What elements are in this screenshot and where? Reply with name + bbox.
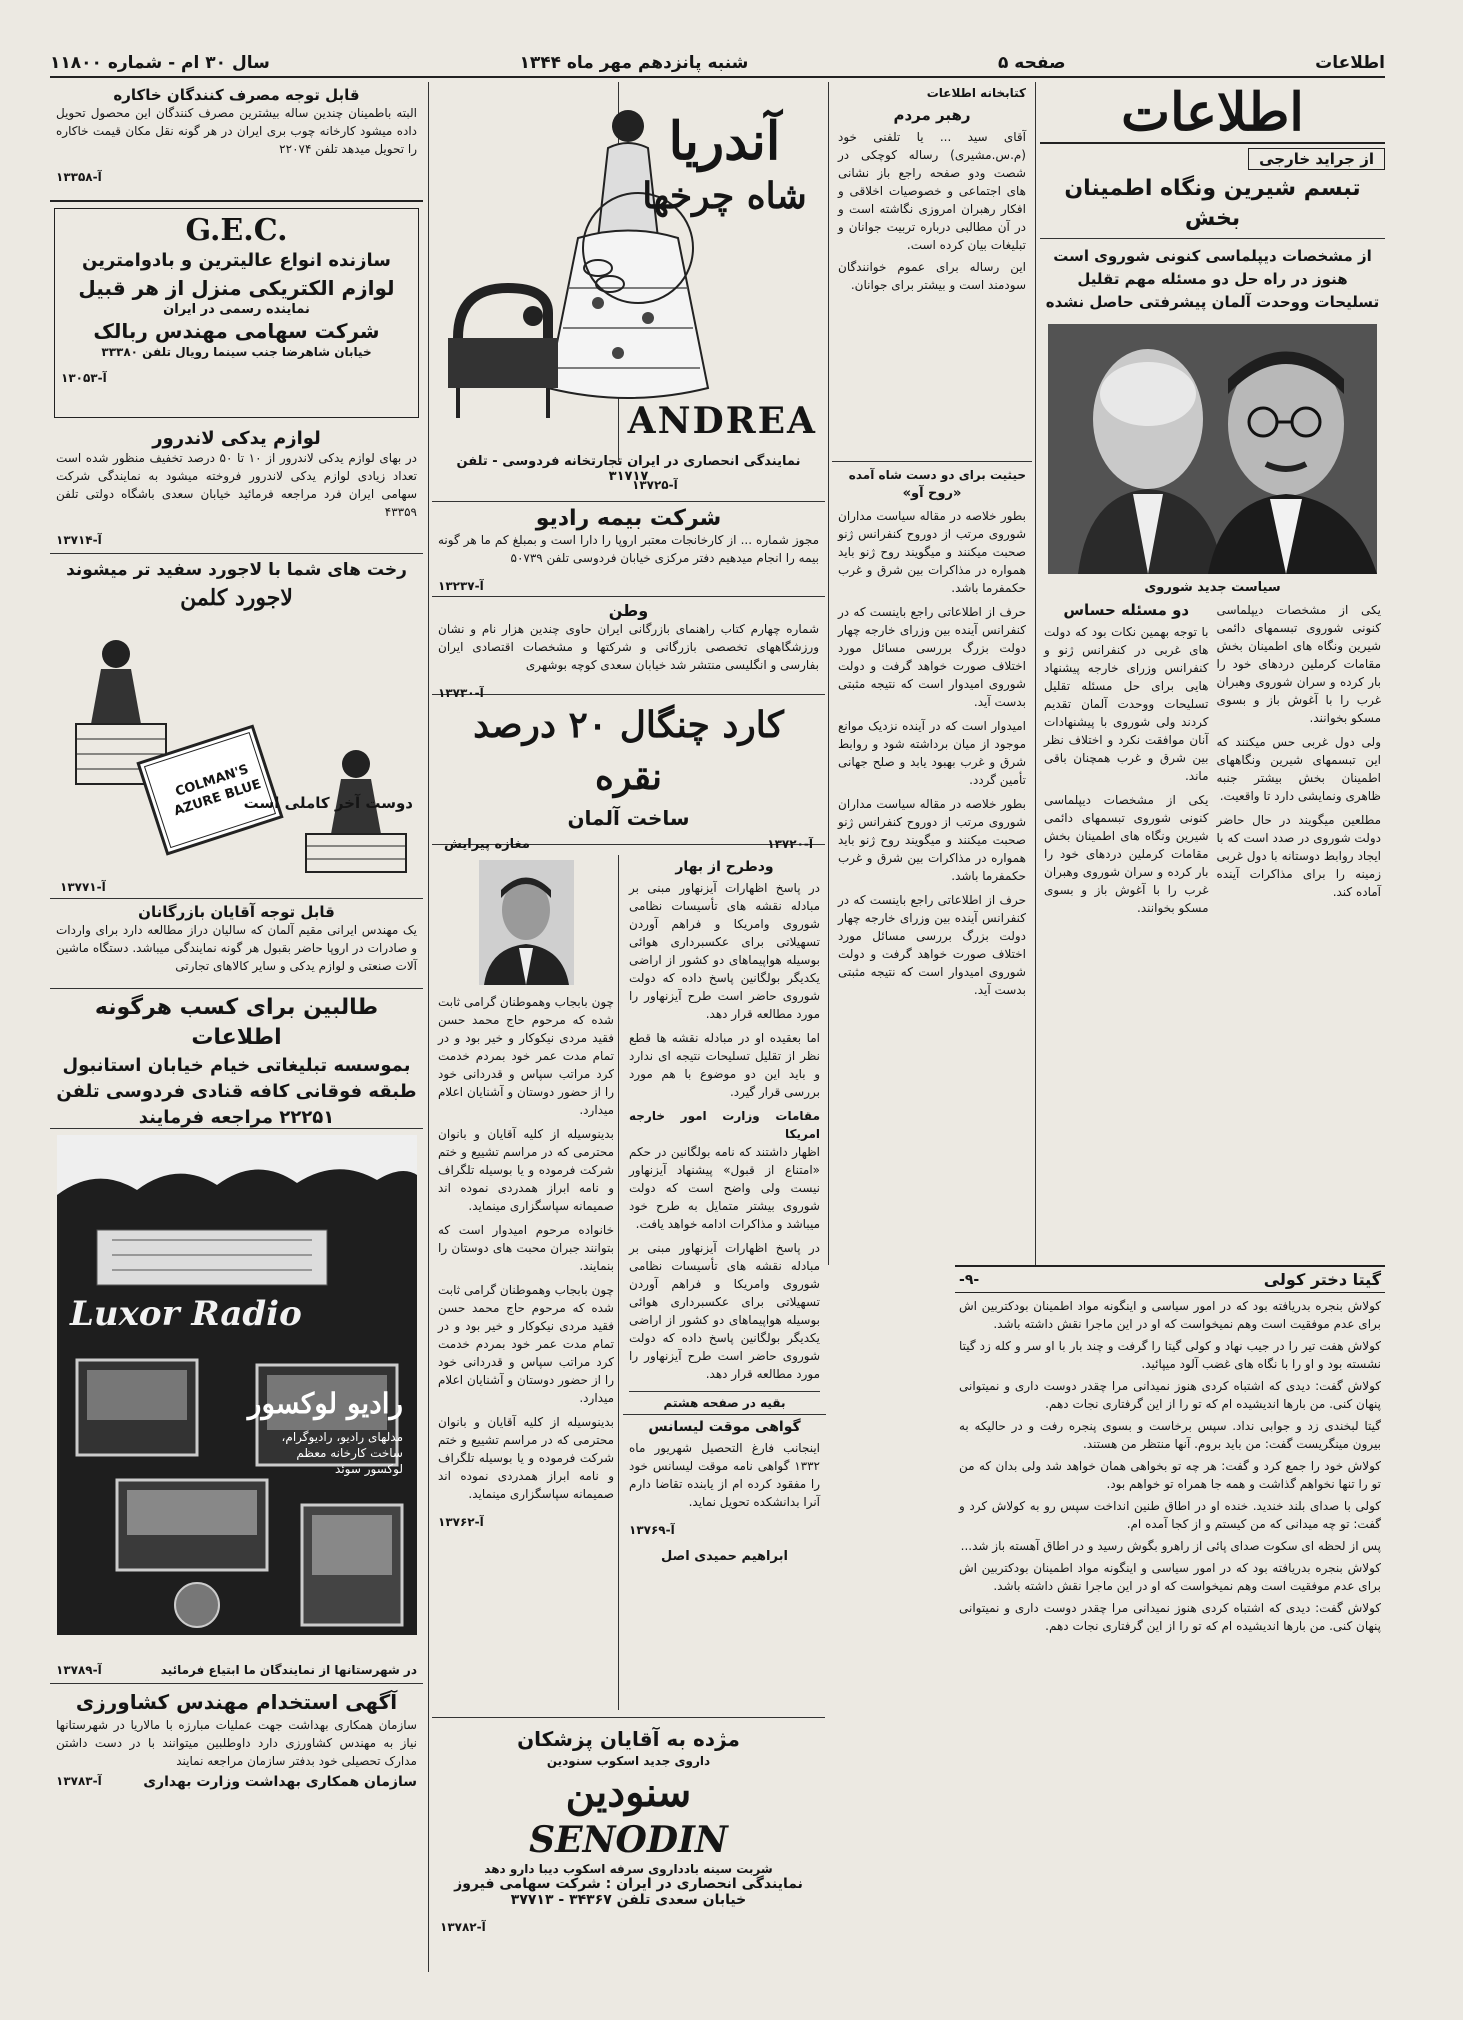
- photo-caption: سیاست جدید شوروی: [1144, 580, 1281, 595]
- obituary-portrait: [479, 860, 574, 985]
- luxor-subtitle: مدلهای رادیو، رادیوگرام، ساخت کارخانه معظم لوکسور سوئد: [281, 1430, 403, 1476]
- ad-code: آ-۱۳۷۶۹: [629, 1523, 675, 1537]
- ad-code: آ-۱۳۷۸۲: [440, 1920, 486, 1934]
- column-rule: [828, 82, 829, 1265]
- luxor-ad: [50, 1129, 423, 1684]
- ad-code: آ-۱۳۷۱۴: [56, 533, 102, 547]
- luxor-logo: Luxor Radio: [70, 1294, 302, 1334]
- knife-title: کارد چنگال ۲۰ درصد نقره: [473, 704, 784, 798]
- andrea-ad: [432, 82, 825, 502]
- story-paragraph: کولاش گفت: دیدی که اشتباه کردی هنوز نمیدانی مرا چقدر دوست داری و نمیتوانی پنهان کنی. من بارها اندیشیده ام که تو را از این گرفتاری نجات دهم.: [959, 1601, 1381, 1633]
- notice-signature: ابراهیم حمیدی اصل: [661, 1549, 788, 1564]
- senodin-title: مژده به آقایان پزشکان: [517, 1727, 740, 1751]
- gec-ad: [54, 208, 419, 418]
- notice-body: اینجانب فارغ التحصیل شهریور ماه ۱۳۳۲ گواهی نامه موقت لیسانس خود را مفقود کرده ام از یابنده تقاضا دارم آنرا بدانشکده تحویل نماید.: [629, 1441, 820, 1509]
- colman-ad: [50, 554, 423, 899]
- obituary-column: [432, 852, 620, 1802]
- article-headline: تبسم شیرین ونگاه اطمینان بخش: [1040, 174, 1385, 239]
- column-ads-left: [50, 82, 423, 1972]
- andrea-title: آندریا: [668, 111, 781, 172]
- obituary-paragraph: بدینوسیله از کلیه آقایان و بانوان محترمی که در مراسم تشییع و ختم شرکت فرموده و یا بوسیله تلگراف و نامه ابراز همدردی نموده اند صمیمانه سپاسگزاری مینماید.: [438, 1127, 614, 1213]
- story-headline: گیتا دختر کولی: [1263, 1270, 1381, 1289]
- sawdust-body: البته باطمینان چندین ساله بیشترین مصرف کنندگان این محصول تحویل داده میشود کارخانه چوب بری ایران در هر گونه نقل مکان قیمت خاکاره را تحویل میدهد تلفن ۲۲۰۷۴: [56, 106, 417, 156]
- story-paragraph: کولاش هفت تیر را در جیب نهاد و کولی گیتا را گرفت و چند بار با او سر و کله زد گیتا نشسته بود و او را با نگاه های غضب آلود میپائید.: [959, 1339, 1381, 1371]
- ad-code: آ-۱۳۷۳۰: [438, 686, 484, 700]
- section-label: از جراید خارجی: [1248, 148, 1385, 170]
- column-ads-center: [432, 82, 825, 1972]
- column-news: [832, 82, 1032, 1187]
- serial-story: [955, 1265, 1385, 2005]
- sawdust-ad: [50, 82, 423, 202]
- article-paragraph: بطور خلاصه در مقاله سیاست مداران شوروی مرتب از دوروح کنفرانس ژنو صحبت میکنند و میگویند روح ژنو باید همواره در مذاکرات بین شرق و غرب حکمفرما باشد.: [838, 797, 1026, 883]
- article-paragraph: در پاسخ اظهارات آیزنهاور مبنی بر مبادله نقشه های تأسیسات نظامی شوروی وامریکا و فراهم آوردن تسهیلاتی برای عکسبرداری هوائی بوسیله هواپیماهای دو کشور از اراضی یکدیگر بولگانین پاسخ داده که دولت شوروی حاضر است طرح آیزنهاور را مورد مطالعه قرار دهد.: [629, 1241, 820, 1381]
- header-date: شنبه پانزدهم مهر ماه ۱۳۴۴: [519, 53, 749, 73]
- story-paragraph: پس از لحظه ای سکوت صدای پائی از راهرو بگوش رسید و در اطاق آهسته باز شد...: [960, 1539, 1381, 1553]
- senodin-name-fa: سنودین: [565, 1769, 692, 1816]
- story-paragraph: کولاش گفت: دیدی که اشتباه کردی هنوز نمیدانی مرا چقدر دوست داری و نمیتوانی پنهان کنی. من بارها اندیشیده ام که تو را از این گرفتاری نجات دهم.: [959, 1379, 1381, 1411]
- knife-shop: مغازه پیرایش: [444, 837, 530, 852]
- andrea-subtitle: شاه چرخها: [642, 175, 807, 217]
- landrover-body: در بهای لوازم یدکی لاندرور از ۱۰ تا ۵۰ درصد تخفیف منظور شده است تعداد زیادی لوازم یدکی لاندرور فروخته میشود به نمایندگی شرکت سهامی ایران فرد مراجعه فرمائید خیابان سعدی باشگاه دولتی تلفن ۴۳۳۵۹: [56, 451, 417, 519]
- ad-code: آ-۱۳۷۸۳: [56, 1774, 102, 1788]
- ad-code: آ-۱۳۳۵۸: [56, 170, 102, 184]
- insurance-title: شرکت بیمه رادیو: [535, 506, 722, 531]
- continued-note: بقیه در صفحه هشتم: [629, 1391, 820, 1410]
- obituary-paragraph: بدینوسیله از کلیه آقایان و بانوان محترمی که در مراسم تشییع و ختم شرکت فرموده و یا بوسیله تلگراف و نامه ابراز همدردی نموده اند صمیمانه سپاسگزاری مینماید.: [438, 1415, 614, 1501]
- article-paragraph: اظهار داشتند که نامه بولگانین در حکم «امتناع از قبول» پیشنهاد آیزنهاور نیست ولی واضح است که دولت شوروی بیشتر متمایل به طرح خود میباشد و مذاکرات ادامه خواهد یافت.: [629, 1145, 820, 1231]
- article-paragraph: این رساله برای عموم خوانندگان سودمند است و بیشتر برای جوانان.: [838, 260, 1026, 292]
- knife-ad: [432, 695, 825, 852]
- senodin-agent: نمایندگی انحصاری در ایران : شرکت سهامی فیروز: [454, 1876, 803, 1892]
- article-paragraph: در پاسخ اظهارات آیزنهاور مبنی بر مبادله نقشه های تأسیسات نظامی شوروی وامریکا و فراهم آوردن تسهیلاتی برای عکسبرداری هوائی بوسیله هواپیماهای دو کشور از اراضی یکدیگر بولگانین پاسخ داده که دولت شوروی حاضر است طرح آیزنهاور را مورد مطالعه قرار دهد.: [629, 881, 820, 1021]
- gec-line: نماینده رسمی در ایران: [163, 302, 310, 317]
- ad-code: آ-۱۳۷۲۰: [767, 837, 813, 851]
- luxor-note: در شهرستانها از نمایندگان ما ابتیاع فرمائید: [160, 1663, 417, 1677]
- ad-code: آ-۱۳۷۸۹: [56, 1663, 102, 1677]
- colman-brand: لاجورد کلمن: [180, 585, 293, 611]
- colman-package-label: COLMAN'S AZURE BLUE: [172, 762, 264, 820]
- ad-code: آ-۱۳۲۳۷: [438, 579, 484, 593]
- ad-code: آ-۱۳۷۷۱: [60, 880, 106, 894]
- luxor-title: رادیو لوکسور: [247, 1387, 403, 1420]
- senodin-address: خیابان سعدی تلفن ۳۴۳۶۷ - ۳۷۷۱۳: [510, 1892, 747, 1908]
- obituary-paragraph: خانواده مرحوم امیدوار است که بتوانند جبران محبت های دوستان را بنمایند.: [438, 1223, 614, 1273]
- header-issue: سال ۳۰ ام - شماره ۱۱۸۰۰: [50, 53, 270, 73]
- ad-code: آ-۱۳۷۶۲: [438, 1515, 484, 1529]
- colman-illustration: [56, 634, 416, 874]
- khayyam-title: طالبین برای کسب هرگونه اطلاعات: [94, 995, 379, 1050]
- merchants-ad: [50, 899, 423, 989]
- hiring-signature: سازمان همکاری بهداشت وزارت بهداری: [143, 1774, 417, 1790]
- watan-title: وطن: [608, 601, 649, 620]
- hiring-body: سازمان همکاری بهداشت جهت عملیات مبارزه با مالاریا در شهرستانها نیاز به مهندس کشاورزی دارد داوطلبین میتوانند با در دست داشتن مدارک تحصیلی خود بدفتر سازمان مراجعه نمایند: [56, 1718, 417, 1768]
- khayyam-body: بموسسه تبلیغاتی خیام خیابان استانبول طبقه فوقانی کافه قنادی فردوسی تلفن ۲۲۲۵۱ مراجعه فرمایند: [56, 1055, 417, 1128]
- story-number: -۹-: [959, 1271, 980, 1288]
- khayyam-ad: [50, 989, 423, 1129]
- ad-code: آ-۱۳۷۲۵: [632, 478, 678, 492]
- obituary-paragraph: چون بابجاب وهموطنان گرامی ثابت شده که مرحوم حاج محمد حسن فقید مردی نیکوکار و خیر بود و در تمام مدت عمر خود بمردم خدمت کرد مراتب سپاس و قدردانی خود را از حضور دوستان و آشنایان اعلام میدارد.: [438, 1283, 614, 1405]
- story-paragraph: کولاش خود را جمع کرد و گفت: هر چه تو بخواهی همان خواهد شد ولی بدان که من تو را تنها نخواهم گذاشت و همه جا همراه تو خواهم بود.: [959, 1459, 1381, 1491]
- watan-body: شماره چهارم کتاب راهنمای بازرگانی ایران حاوی چندین هزار نام و نشان ورزشگاههای تخصصی بازرگانی و شرکتها و مشخصات اقتصادی ایران بفارسی و انگلیسی منتشر شد خیابان سعدی کوچه بوشهری: [438, 622, 819, 672]
- article-headline: رهبر مردم: [893, 106, 971, 124]
- hiring-ad: [50, 1684, 423, 1794]
- article-paragraph: امیدوار است که در آینده نزدیک موانع موجود از میان برداشته شود و روابط شرق و غرب بهبود یابد و صلح جهانی تأمین گردد.: [838, 719, 1026, 787]
- obituary-paragraph: چون بابجاب وهموطنان گرامی ثابت شده که مرحوم حاج محمد حسن فقید مردی نیکوکار و خیر بود و در تمام مدت عمر خود بمردم خدمت کرد مراتب سپاس و قدردانی خود را از حضور دوستان و آشنایان اعلام میدارد.: [438, 995, 614, 1117]
- andrea-contact: نمایندگی انحصاری در ایران تجارتخانه فردوسی - تلفن ۳۱۷۱۷: [456, 454, 801, 484]
- gec-line: سازنده انواع عالیترین و بادوامترین: [82, 250, 391, 271]
- header-newspaper: اطلاعات: [1315, 53, 1385, 73]
- story-paragraph: گیتا لبخندی زد و جوابی نداد. سپس برخاست و بسوی پنجره رفت و در حالیکه به بیرون مینگریست گفت: من باید بروم. آنها منتظر من هستند.: [959, 1419, 1381, 1451]
- senodin-ad: [432, 1717, 825, 1973]
- senodin-name-en: SENODIN: [529, 1819, 728, 1861]
- article-paragraph: حرف از اطلاعاتی راجع باینست که در کنفرانس آینده بین وزرای خارجه چهار دولت بزرگ بررسی مسائل مورد اختلاف صورت خواهد گرفت و دولت شوروی امیدوار است که نتیجه مثبتی بدست آید.: [838, 893, 1026, 997]
- colman-friend: دوست آخر کاملی است: [243, 794, 413, 812]
- article-paragraph: یکی از مشخصات دیپلماسی کنونی شوروی تبسمهای دائمی شیرین ونگاه های اطمینان بخش مقامات کرملین دردهای خود را بار کرده و سران شوروی وهبران غرب را با آغوش باز و بسوی مسکو بخوانند.: [1044, 793, 1209, 915]
- section-label: کتابخانه اطلاعات: [926, 86, 1026, 100]
- article-paragraph: حرف از اطلاعاتی راجع باینست که در کنفرانس آینده بین وزرای خارجه چهار دولت بزرگ بررسی مسائل مورد اختلاف صورت خواهد گرفت و دولت شوروی امیدوار است که نتیجه مثبتی بدست آید.: [838, 605, 1026, 709]
- merchants-title: قابل توجه آقایان بازرگانان: [138, 903, 335, 921]
- landrover-ad: [50, 424, 423, 554]
- header-page: صفحه ۵: [998, 53, 1066, 73]
- watan-ad: [432, 597, 825, 700]
- sawdust-title: قابل توجه مصرف کنندگان خاکاره: [113, 86, 360, 104]
- article-subheading: دو مسئله حساس: [1063, 601, 1190, 619]
- senodin-body: شربت سینه بادداروی سرفه اسکوب دیبا دارو دهد: [484, 1862, 773, 1876]
- colman-headline: رخت های شما با لاجورد سفید تر میشوند: [66, 560, 407, 580]
- merchants-body: یک مهندس ایرانی مقیم آلمان که سالیان دراز مطالعه دارد برای واردات و صادرات در اروپا حاضر بقبول هر گونه نمایندگی میباشد. دستگاه ماشین آلات صنعتی و لوازم یدکی و سایر کالاهای تجارتی: [56, 923, 417, 973]
- story-paragraph: کولی با صدای بلند خندید. خنده او در اطاق طنین انداخت سپس رو به کولاش کرد و گفت: تو چه میدانی که من کیستم و از کجا آمده ام.: [959, 1499, 1381, 1531]
- article-paragraph: یکی از مشخصات دیپلماسی کنونی شوروی تبسمهای دائمی شیرین ونگاه های اطمینان بخش مقامات کرملین دردهای خود را بار کرده و سران شوروی وهبران غرب را با آغوش باز و بسوی مسکو بخوانند.: [1216, 603, 1381, 725]
- article-quote: «روح آو»: [902, 486, 962, 501]
- article-paragraph: اما بعقیده او در مبادله نقشه ها قطع نظر از تقلیل تسلیحات نتیجه ای ندارد و باید این دو موضوع با هم مورد بررسی قرار گیرد.: [629, 1031, 820, 1099]
- article-subheading: مقامات وزارت امور خارجه امریکا: [629, 1109, 820, 1141]
- article-subhead: از مشخصات دیپلماسی کنونی شوروی است هنوز در راه حل دو مسئله مهم تقلیل تسلیحات ووحدت آلمان پیشرفتی حاصل نشده: [1045, 247, 1380, 311]
- page-header: [50, 50, 1385, 78]
- gec-line: لوازم الکتریکی منزل از هر قبیل: [78, 276, 395, 300]
- masthead-title: اطلاعات: [1040, 82, 1385, 144]
- gec-logo: G.E.C.: [185, 213, 288, 248]
- article-paragraph: بطور خلاصه در مقاله سیاست مداران شوروی مرتب از دوروح کنفرانس ژنو صحبت میکنند و میگویند روح ژنو باید همواره در مذاکرات بین شرق و غرب حکمفرما باشد.: [838, 509, 1026, 595]
- article-paragraph: آقای سید ... یا تلفنی خود (م.س.مشیری) رساله کوچکی در شصت ودو صفحه راجع باز نشانی های اجتماعی و خصوصیات اخلاقی و افکار رهبران امروزی نگاشته است و در آن مطالبی درباره تربیت جوانان و تبلیغات بیان کرده است.: [838, 130, 1026, 252]
- article-paragraph: با توجه بهمین نکات بود که دولت های غربی در کنفرانس ژنو و کنفرانس وزرای خارجه پیشنهاد هایی برای حل مسئله تقلیل تسلیحات ووحدت آلمان تقدیم کردند ولی شوروی با پیشنهادات آنان موافقت نکرد و اختلاف نظر بین شرق و غرب همچنان باقی ماند.: [1044, 625, 1209, 783]
- luxor-illustration: [57, 1135, 417, 1635]
- landrover-title: لوازم یدکی لاندرور: [152, 428, 321, 449]
- column-rule: [428, 82, 429, 1972]
- senodin-subtitle: داروی جدید اسکوب سنودین: [546, 1754, 711, 1768]
- photo-diplomats: [1048, 324, 1377, 574]
- knife-subtitle: ساخت آلمان: [567, 806, 690, 830]
- column-main-article: [1040, 82, 1385, 1267]
- article-paragraph: مطلعین میگویند در حال حاضر دولت شوروی در صدد است که با ایجاد روابط دوستانه با دول غربی زمینه را برای مذاکرات آینده آماده کند.: [1216, 813, 1381, 899]
- insurance-ad: [432, 502, 825, 597]
- article-paragraph: ولی دول غربی حس میکنند که این تبسمهای شیرین ونگاههای اطمینان بخش بیشتر جنبه ظاهری ونمایشی دارد تا واقعیت.: [1216, 735, 1381, 803]
- andrea-brand: ANDREA: [627, 400, 817, 442]
- ad-code: آ-۱۳۰۵۳: [61, 371, 107, 385]
- column-rule: [1035, 82, 1036, 1265]
- story-paragraph: کولاش بنجره بدریافته بود که در امور سیاسی و اینگونه مواد اطمینان بودکتربین اش برای عدم موفقیت است وهم نمیخواست که او در این ماجرا نقش داشته باشد.: [959, 1299, 1381, 1331]
- gec-address: خیابان شاهرضا جنب سینما رویال تلفن ۳۳۳۸۰: [101, 345, 372, 359]
- article-subheading: حیثیت برای دو دست شاه آمده: [848, 468, 1026, 482]
- insurance-body: مجوز شماره ... از کارخانجات معتبر اروپا را دارا است و بمبلغ کم ما هر گونه بیمه را انجام میدهیم دفتر مرکزی خیابان فردوسی تلفن ۵۰۷۳۹: [438, 533, 819, 565]
- story-paragraph: کولاش بنجره بدریافته بود که در امور سیاسی و اینگونه مواد اطمینان بودکتربین اش برای عدم موفقیت است وهم نمیخواست که او در این ماجرا نقش داشته باشد.: [959, 1561, 1381, 1593]
- gec-line: شرکت سهامی مهندس ربالک: [93, 319, 380, 343]
- hiring-title: آگهی استخدام مهندس کشاورزی: [75, 1690, 398, 1714]
- article-headline: ودطرح از بهار: [675, 859, 774, 875]
- notice-title: گواهی موقت لیسانس: [648, 1419, 801, 1435]
